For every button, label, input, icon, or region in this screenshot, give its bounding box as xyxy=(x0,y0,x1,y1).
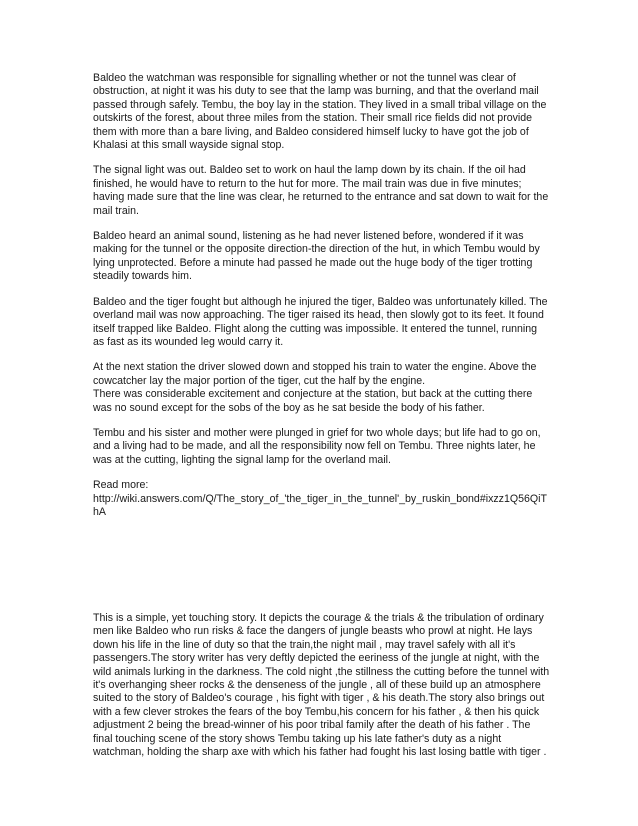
text-line: and a living had to be made, and all the responsibility now fell on Tembu. Three nights later, he xyxy=(93,440,536,453)
text-line: obstruction, at night it was his duty to see that the lamp was burning, and that the overland mail xyxy=(93,85,539,98)
text-line: down his life in the line of duty so that the train,the night mail , may travel safely with all it's xyxy=(93,638,516,651)
text-line: suited to the story of Baldeo's courage , his fight with tiger , & his death.The story also brings out xyxy=(93,692,545,705)
document-body xyxy=(93,72,553,531)
text-line: making for the tunnel or the opposite direction-the direction of the hut, in which Tembu would by xyxy=(93,243,540,256)
text-line: was at the cutting, lighting the signal lamp for the overland mail. xyxy=(93,453,391,466)
text-line: outskirts of the forest, about three miles from the station. Their small rice fields did not provide xyxy=(93,112,533,125)
text-line: cowcatcher lay the major portion of the tiger, cut the half by the engine. xyxy=(93,374,426,387)
read-more-label: Read more: xyxy=(93,479,149,492)
link-line: hA xyxy=(93,505,106,518)
paragraph-3 xyxy=(93,230,553,284)
text-line: finished, he would have to return to the hut for more. The mail train was due in five minutes; xyxy=(93,177,522,190)
text-line: having made sure that the line was clear, he returned to the entrance and sat down to wait for the xyxy=(93,191,549,204)
text-line: mail train. xyxy=(93,204,139,217)
link-line: http://wiki.answers.com/Q/The_story_of_'the_tiger_in_the_tunnel'_by_ruskin_bond#ixzz1Q56QiT xyxy=(93,492,547,505)
text-line: Baldeo heard an animal sound, listening as he had never listened before, wondered if it was xyxy=(93,230,524,243)
text-line: Baldeo the watchman was responsible for signalling whether or not the tunnel was clear of xyxy=(93,72,516,84)
text-line: steadily towards him. xyxy=(93,270,192,283)
text-line: There was considerable excitement and conjecture at the station, but back at the cutting there xyxy=(93,388,533,401)
text-line: men like Baldeo who run risks & face the dangers of jungle beasts who prowl at night. He lays xyxy=(93,625,533,638)
summary-paragraph xyxy=(93,612,553,759)
text-line: watchman, holding the sharp axe with which his father had fought his last losing battle with tiger . xyxy=(93,746,547,759)
text-line: as fast as its wounded leg would carry it. xyxy=(93,335,284,348)
text-line: Khalasi at this small wayside signal stop. xyxy=(93,139,285,152)
text-line: final touching scene of the story shows Tembu taking up his late father's duty as a night xyxy=(93,732,502,745)
text-line: wild animals lurking in the darkness. The cold night ,the stillness the cutting before the tunnel with xyxy=(93,665,550,678)
text-line: At the next station the driver slowed down and stopped his train to water the engine. Above the xyxy=(93,361,537,374)
text-line: Baldeo and the tiger fought but although he injured the tiger, Baldeo was unfortunately killed. The xyxy=(93,295,548,308)
text-line: itself trapped like Baldeo. Flight along the cutting was impossible. It entered the tunnel, running xyxy=(93,322,538,335)
paragraph-1 xyxy=(93,72,553,152)
paragraph-6 xyxy=(93,427,553,467)
text-line: adjustment 2 being the bread-winner of his poor tribal family after the death of his father . The xyxy=(93,719,531,732)
text-line: it's overhanging sheer rocks & the denseness of the jungle , all of these build up an atmosphere xyxy=(93,679,541,692)
text-line: passengers.The story writer has very deftly depicted the eeriness of the jungle at night, with the xyxy=(93,652,540,665)
text-line: Tembu and his sister and mother were plunged in grief for two whole days; but life had to go on, xyxy=(93,426,541,439)
text-line: them with more than a bare living, and Baldeo considered himself lucky to have got the job of xyxy=(93,125,529,138)
text-line: with a few clever strokes the fears of the boy Tembu,his concern for his father , & then his quick xyxy=(93,705,540,718)
text-line: This is a simple, yet touching story. It depicts the courage & the trials & the tribulation of ordinary xyxy=(93,612,544,624)
read-more-section xyxy=(93,479,553,519)
text-line: lying unprotected. Before a minute had passed he made out the huge body of the tiger trotting xyxy=(93,256,533,269)
paragraph-2 xyxy=(93,164,553,218)
text-line: was no sound except for the sobs of the boy as he sat beside the body of his father. xyxy=(93,401,485,414)
text-line: passed through safely. Tembu, the boy lay in the station. They lived in a small tribal village on the xyxy=(93,98,547,111)
text-line: overland mail was now approaching. The tiger raised its head, then slowly got to its feet. It found xyxy=(93,309,544,322)
paragraph-4 xyxy=(93,296,553,350)
text-line: The signal light was out. Baldeo set to work on haul the lamp down by its chain. If the oil had xyxy=(93,164,526,177)
read-more-link[interactable] xyxy=(93,493,553,520)
paragraph-5 xyxy=(93,361,553,415)
